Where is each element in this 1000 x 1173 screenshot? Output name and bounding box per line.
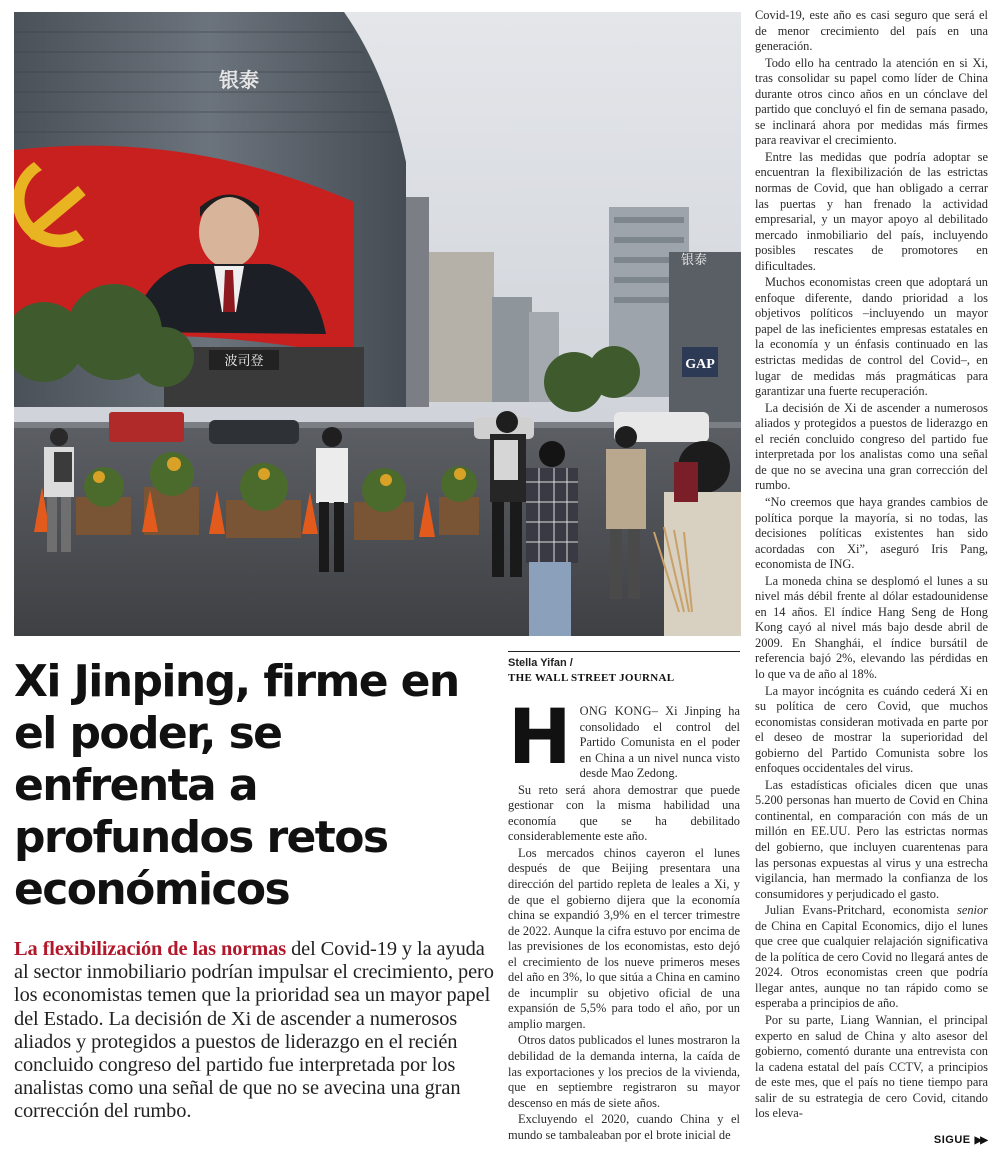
gap-sign: GAP: [685, 357, 715, 372]
body-paragraph: La mayor incógnita es cuándo cederá Xi en su política de cero Covid, que muchos economistas consideran motivada en parte por el deseo de mostrar la superioridad del gobierno del Partido Comunista sobre los enfoques occidentales del virus.: [755, 683, 988, 776]
body-paragraph: Todo ello ha centrado la atención en si Xi, tras consolidar su papel como líder de China durante otros cinco años en un cónclave del partido que concluyó el fin de semana pasado, se inclinará ahora por medidas más firmes para reavivar el crecimiento.: [755, 55, 988, 148]
body-paragraph: Julian Evans-Pritchard, economista senior de China en Capital Economics, dijo el lunes que cree que cualquier relajación significativa de la política de cero Covid no llegará antes de 2024. Otros economistas creen que podría llegar antes, aunque no tan rápido como se esperaba a principios de año.: [755, 903, 988, 1011]
body-paragraph: “No creemos que haya grandes cambios de política porque la mayoría, si no todas, las decisiones políticas existentes han sido acordadas con Xi”, aseguró Iris Pang, economista de ING.: [755, 494, 988, 572]
deck: [14, 938, 494, 1124]
body-paragraph: Excluyendo el 2020, cuando China y el mundo se tambaleaban por el brote inicial de: [508, 1112, 740, 1142]
body-paragraph: HONG KONG– Xi Jinping ha consolidado el control del Partido Comunista en el poder en China a un nivel nunca visto desde Mao Zedong.: [508, 692, 740, 781]
body-paragraph: Muchos economistas creen que adoptará un enfoque diferente, dando prioridad a los objetivos políticos –incluyendo un mayor papel de las ineficientes empresas estatales en la economía y un énfasis continuado en las estrictas medidas de control del Covid–, en lugar de medidas más pragmáticas para garantizar una fuerte recuperación.: [755, 275, 988, 399]
deck-lead: La flexibilización de las normas: [14, 938, 287, 960]
body-column-middle: [508, 692, 740, 1144]
continue-link[interactable]: [934, 1134, 986, 1146]
body-paragraph: La decisión de Xi de ascender a numerosos aliados y protegidos a puestos de liderazgo en el recién concluido congreso del partido fue interpretada por los analistas como una señal de que no se avecina una gran corrección del rumbo.: [755, 400, 988, 493]
dateline: ONG KONG: [579, 704, 652, 718]
body-column-right: [755, 8, 988, 1123]
storefront-sign: 波司登: [224, 354, 264, 369]
mall-sign: 银泰: [219, 68, 259, 92]
right-sign: 银泰: [680, 253, 708, 268]
body-paragraph: Covid-19, este año es casi seguro que será el de menor crecimiento del país en una generación.: [755, 8, 988, 54]
body-paragraph: Su reto será ahora demostrar que puede gestionar con la misma habilidad una economía que se ha debilitado considerablemente este año.: [508, 782, 740, 844]
drop-cap: H: [508, 692, 572, 781]
headline: Xi Jinping, firme en el poder, se enfrenta a profundos retos económicos: [14, 656, 459, 915]
continue-label: SIGUE: [933, 1134, 971, 1146]
byline-author: Stella Yifan /: [508, 657, 573, 669]
italic-word: senior: [957, 903, 988, 918]
deck-text: del Covid-19 y la ayuda al sector inmobiliario podrían impulsar el crecimiento, pero los economistas temen que la prioridad sea un mayor papel del Estado. La decisión de Xi de ascender a numerosos aliados y protegidos a puestos de liderazgo en el recién concluido congreso del partido fue interpretada por los analistas como una señal de que no se avecina una gran corrección del rumbo.: [14, 938, 494, 1123]
body-paragraph: Las estadísticas oficiales dicen que unas 5.200 personas han muerto de Covid en China continental, en comparación con más de un millón en EE.UU. Pero las estrictas normas del gobierno, que incluyen cuarentenas para las personas expuestas al virus y una estrecha vigilancia, han mermado la confianza de los consumidores y perjudicado el gasto.: [755, 777, 988, 901]
body-paragraph: Los mercados chinos cayeron el lunes después de que Beijing presentara una dirección del partido repleta de leales a Xi, y de que el gobierno dijera que la economía china se expandió 3,9% en el tercer trimestre de 2022. Aunque la cifra estuvo por encima de las previsiones de los economistas, esto dejó el crecimiento de los nueve primeros meses del año en 3%, lo que sitúa a China en camino de incumplir su objetivo oficial de una expansión de 5,5% para todo el año, por un amplio margen.: [508, 845, 740, 1031]
body-paragraph: Por su parte, Liang Wannian, el principal experto en salud de China y alto asesor del gobierno, comentó durante una entrevista con la cadena estatal del país CCTV, a principios de este mes, que el país no tiene tiempo para salir de su estrategia de cero Covid, citando los eleva-: [755, 1013, 988, 1121]
news-photo: [14, 12, 741, 636]
body-paragraph: Otros datos publicados el lunes mostraron la debilidad de la demanda interna, la caída de las exportaciones y los precios de la vivienda, que en septiembre registraron su mayor descenso en más de siete años.: [508, 1033, 740, 1110]
body-paragraph: Entre las medidas que podría adoptar se encuentran la flexibilización de las estrictas normas de Covid, que han obligado a cerrar las puertas y han frenado la actividad empresarial, y un mayor apoyo al debilitado mercado inmobiliario del país, incluyendo posibles rescates de promotores en dificultades.: [755, 149, 988, 273]
body-paragraph: La moneda china se desplomó el lunes a su nivel más débil frente al dólar estadounidense en 14 años. El índice Hang Seng de Hong Kong cayó al nivel más bajo desde abril de 2009. En Shanghái, el índice bursátil de referencia bajó 2%, elevando las pérdidas en lo que va de año al 18%.: [755, 573, 988, 681]
byline-source: THE WALL STREET JOURNAL: [508, 672, 675, 684]
byline: [508, 651, 740, 684]
continue-arrows-icon: ▶▶: [974, 1134, 986, 1146]
